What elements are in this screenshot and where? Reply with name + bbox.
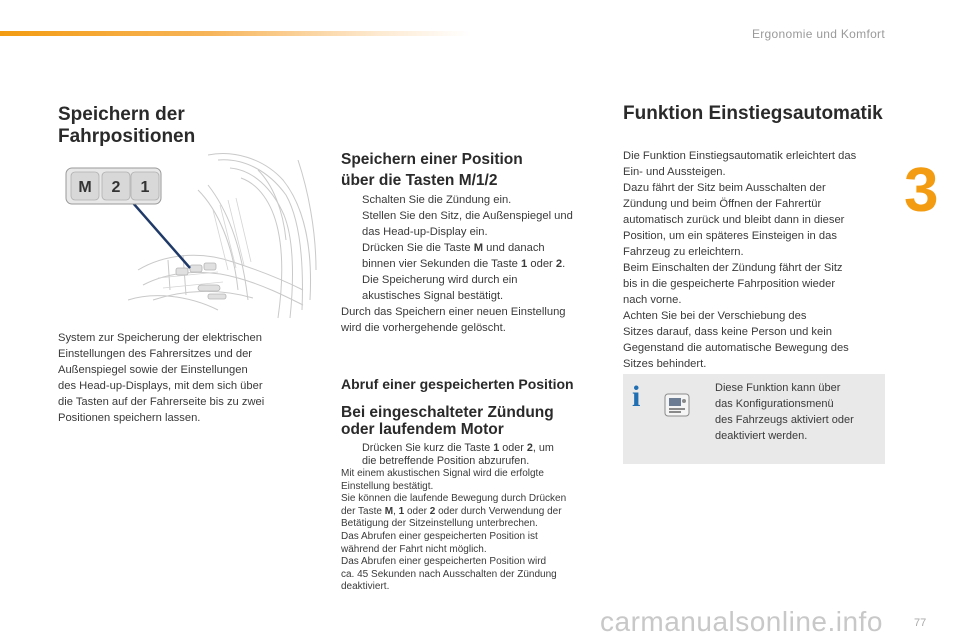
caption-line: Positionen speichern lassen.	[58, 412, 201, 424]
engine-title-line: Bei eingeschalteter Zündung	[341, 404, 554, 421]
info-icon: i	[632, 380, 641, 413]
watermark: carmanualsonline.info	[600, 606, 883, 637]
seat-memory-illustration	[58, 150, 318, 320]
recall-title: Abruf einer gespeicherten Position	[341, 376, 574, 392]
left-section-title	[58, 104, 195, 148]
section-title: Ergonomie und Komfort	[751, 27, 885, 41]
caption-line: System zur Speicherung der elektrischen	[58, 332, 262, 344]
caption-line: des Head-up-Displays, mit dem sich über	[58, 380, 263, 392]
entry-assist-title: Funktion Einstiegsautomatik	[623, 103, 883, 124]
caption-line: die Tasten auf der Fahrerseite bis zu zwei	[58, 396, 265, 408]
engine-running-title	[341, 404, 554, 438]
left-title-line: Speichern der	[58, 104, 185, 125]
chapter-number: 3	[904, 156, 939, 225]
key-m: M	[473, 242, 484, 254]
store-note: Durch das Speichern einer neuen Einstellung wird die vorhergehende gelöscht.	[341, 306, 566, 334]
store-title-line: über die Tasten M/1/2	[341, 172, 498, 189]
recall-step-item: Drücken Sie kurz die Taste 1 oder 2, um die betreffende Position abzurufen.	[362, 442, 554, 467]
caption-line: Außenspiegel sowie der Einstellungen	[58, 364, 248, 376]
recall-step	[341, 442, 606, 467]
settings-menu-icon	[664, 393, 690, 417]
store-step: Schalten Sie die Zündung ein.	[362, 194, 512, 206]
seat-button-2: 2	[111, 179, 121, 196]
store-step: Drücken Sie die Taste M und danach binnen vier Sekunden die Taste 1 oder 2. Die Speicherung wird durch ein akustisches Signal bestätigt.	[362, 242, 566, 302]
recall-notes: Mit einem akustischen Signal wird die erfolgte Einstellung bestätigt. Sie können die laufende Bewegung durch Drücken der Taste M, 1 oder 2 oder durch Verwendung der Betätigung der Sitzeinstellung unterbrechen. Das Abrufen einer gespeicherten Position ist während der Fahrt nicht möglich. Das Abrufen einer gespeicherten Position wird ca. 45 Sekunden nach Ausschalten der Zündung deaktiviert.	[341, 468, 567, 593]
left-title-line: Fahrpositionen	[58, 126, 196, 147]
store-position-title	[341, 150, 523, 190]
engine-title-line: oder laufendem Motor	[341, 421, 504, 438]
store-title-line: Speichern einer Position	[341, 151, 523, 168]
seat-button-1: 1	[140, 179, 150, 196]
store-step: Stellen Sie den Sitz, die Außenspiegel und das Head-up-Display ein.	[362, 210, 573, 238]
header-accent-bar	[0, 31, 470, 36]
store-steps	[341, 192, 603, 336]
left-caption	[58, 330, 313, 426]
key-2: 2	[555, 258, 563, 270]
info-text: Diese Funktion kann über das Konfigurationsmenü des Fahrzeugs aktiviert oder deaktiviert werden.	[715, 382, 854, 442]
entry-assist-body: Die Funktion Einstiegsautomatik erleichtert das Ein- und Aussteigen. Dazu fährt der Sitz beim Ausschalten der Zündung und beim Öffnen der Fahrertür automatisch zurück und bleibt dann in dieser Position, um ein späteres Einsteigen in das Fahrzeug zu erleichtern. Beim Einschalten der Zündung fährt der Sitz bis in die gespeicherte Fahrposition wieder nach vorne. Achten Sie bei der Verschiebung des Sitzes darauf, dass keine Person und kein Gegenstand die automatische Bewegung des Sitzes behindert.	[623, 150, 857, 370]
seat-button-m: M	[78, 179, 92, 196]
key-1: 1	[521, 258, 528, 270]
caption-line: Einstellungen des Fahrersitzes und der	[58, 348, 253, 360]
page-number: 77	[914, 617, 927, 629]
